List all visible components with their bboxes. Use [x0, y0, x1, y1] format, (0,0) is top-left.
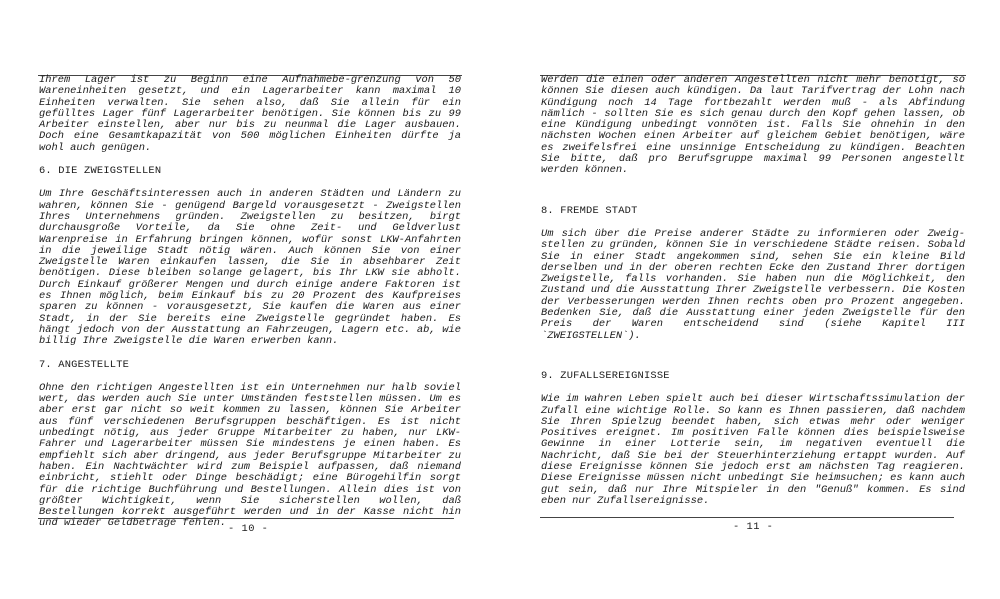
right-page: [500, 0, 1000, 599]
footer-rule: [38, 518, 454, 519]
intro-paragraph: Werden die einen oder anderen Angestellten nicht mehr benötigt, so können Sie diesen auch kündigen. Da laut Tarifvertrag der Lohn nach Kündigung noch 14 Tage fortbezahlt werden muß - als Abfindung nämlich - sollten Sie es sich genau durch den Kopf gehen lassen, ob eine Kündigung unbedingt vonnöten ist. Falls Sie ohnehin in den nächsten Wochen einen Arbeiter auf gleichem Gebiet benötigen, wäre es zweifelsfrei eine unsinnige Entscheidung zu kündigen. Beachten Sie bitte, daß pro Berufsgruppe maximal 99 Personen angestellt werden können.: [541, 74, 965, 177]
section-heading-angestellte: 7. ANGESTELLTE: [39, 358, 130, 371]
intro-paragraph: Ihrem Lager ist zu Beginn eine Aufnahmebe-grenzung von 50 Wareneinheiten gesetzt, und ein Lagerarbeiter kann maximal 10 Einheiten verwalten. Sie sehen also, daß Sie allein für ein gefülltes Lager fünf Lagerarbeiter benötigen. Sie können bis zu 99 Arbeiter einstellen, aber nur bis zu neunmal die Lager ausbauen. Doch eine Gesamtkapazität von 500 möglichen Einheiten dürfte ja wohl auch genügen.: [39, 74, 461, 154]
section-text-zufallsereignisse: Wie im wahren Leben spielt auch bei dieser Wirtschaftssimulation der Zufall eine wichtige Rolle. So kann es Ihnen passieren, daß nachdem Sie Ihren Spielzug beendet haben, sich etwas mehr oder weniger Positives ereignet. Im positiven Falle können dies beispielsweise Gewinne in einer Lotterie sein, im negativen eventuell die Nachricht, daß Sie bei der Steuerhinterziehung ertappt wurden. Auf diese Ereignisse können Sie jedoch erst am nächsten Tag reagieren. Diese Ereignisse müssen nicht unbedingt Sie heimsuchen; es kann auch gut sein, daß nur Ihre Mitspieler in den "Genuß" kommen. Es sind eben nur Zufallsereignisse.: [541, 393, 966, 507]
left-page-content: [39, 75, 461, 530]
section-heading-zufallsereignisse: 9. ZUFALLSEREIGNISSE: [541, 369, 670, 382]
section-heading-zweigstellen: 6. DIE ZWEIGSTELLEN: [39, 165, 162, 178]
footer-rule: [540, 517, 954, 518]
page-number: - 11 -: [733, 521, 774, 533]
section-text-fremde-stadt: Um sich über die Preise anderer Städte zu informieren oder Zweig-stellen zu gründen, können Sie in verschiedene Städte reisen. Sobald Sie in einer Stadt angekommen sind, sehen Sie ein kleine Bild derselben und in der oberen rechten Ecke den Zustand Ihrer dortigen Zweigstelle, falls vorhanden. Sie haben nun die Möglichkeit, den Zustand und die Ausstattung Ihrer Zweigstelle verbessern. Die Kosten der Verbesserungen werden Ihnen rechts oben pro Prozent angegeben. Bedenken Sie, daß die Ausstattung einer jeden Zweigstelle für den Preis der Waren entscheidend sind (siehe Kapitel III `ZWEIGSTELLEN`).: [541, 227, 966, 342]
section-heading-fremde-stadt: 8. FREMDE STADT: [541, 204, 638, 217]
section-text-angestellte: Ohne den richtigen Angestellten ist ein Unternehmen nur halb soviel wert, das werden auch Sie unter Umständen feststellen müssen. Um es aber erst gar nicht so weit kommen zu lassen, können Sie Arbeiter aus fünf verschiedenen Berufsgruppen beschäftigen. Es ist nicht unbedingt nötig, aus jeder Gruppe Mitarbeiter zu haben, nur LKW-Fahrer und Lagerarbeiter müssen Sie mindestens je einen haben. Es empfiehlt sich aber dringend, aus jeder Berufsgruppe Mitarbeiter zu haben. Ein Nachtwächter wird zum Beispiel aufpassen, daß niemand einbricht, stiehlt oder Dinge beschädigt; eine Bürogehilfin sorgt für die richtige Buchführung und Bestellungen. Allein dies ist von größter Wichtigkeit, wenn Sie sicherstellen wollen, daß Bestellungen korrekt ausgeführt werden und in der Kasse nicht hin und wieder Geldbeträge fehlen.: [39, 381, 461, 530]
page-number: - 10 -: [228, 523, 269, 535]
right-page-content: [541, 75, 965, 507]
section-text-zweigstellen: Um Ihre Geschäftsinteressen auch in anderen Städten und Ländern zu wahren, können Sie - genügend Bargeld vorausgesetzt - Zweigstellen Ihres Unternehmens gründen. Zweigstellen zu besitzen, birgt durchausgroße Vorteile, da Sie ohne Zeit- und Geldverlust Warenpreise in Erfahrung bringen können, wofür sonst LKW-Anfahrten in die jeweilige Stadt nötig wären. Auch können Sie von einer Zweigstelle Waren einkaufen lassen, die Sie in absehbarer Zeit benötigen. Diese bleiben solange gelagert, bis Ihr LKW sie abholt. Durch Einkauf größerer Mengen und durch einige andere Faktoren ist es Ihnen möglich, beim Einkauf bis zu 20 Prozent des Kaufpreises sparen zu können - vorausgesetzt, Sie kaufen die Waren aus einer Stadt, in der Sie bereits eine Zweigstelle gegründet haben. Es hängt jedoch von der Ausstattung an Fahrzeugen, Lagern etc. ab, wie billig Ihre Zweigstelle die Waren erwerben kann.: [39, 188, 461, 348]
